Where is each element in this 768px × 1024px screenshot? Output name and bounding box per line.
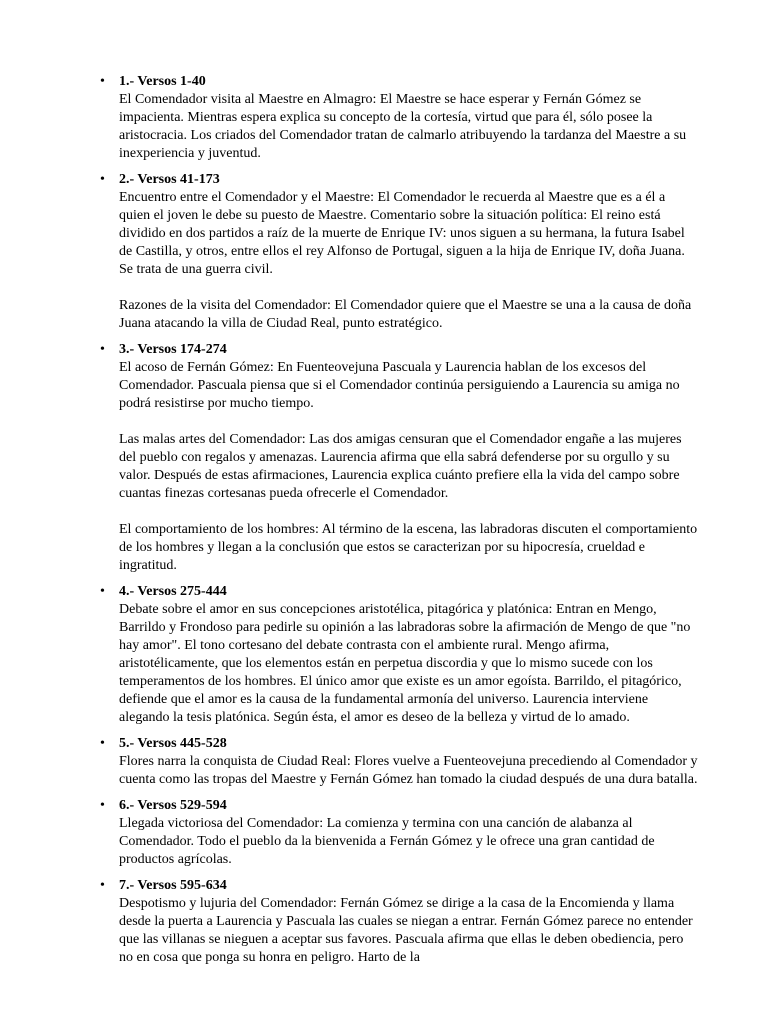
section-paragraph: Llegada victoriosa del Comendador: La comienza y termina con una canción de alabanza al Comendador. Todo el pueblo da la bienvenida a Fernán Gómez y le ofrece una gran cantidad de productos agrícolas. xyxy=(119,816,655,867)
section-item xyxy=(0,341,768,575)
section-body xyxy=(119,601,699,727)
section-title: 5.- Versos 445-528 xyxy=(119,736,227,751)
bullet-icon: • xyxy=(100,74,105,89)
section-item xyxy=(0,877,768,967)
section-title: 7.- Versos 595-634 xyxy=(119,878,227,893)
section-paragraph: El Comendador visita al Maestre en Almagro: El Maestre se hace esperar y Fernán Gómez se impacienta. Mientras espera explica su concepto de la cortesía, virtud que para él, sólo posee la aristocracia. Los criados del Comendador tratan de calmarlo atribuyendo la tardanza del Maestre a su inexperiencia y juventud. xyxy=(119,92,687,161)
section-body xyxy=(119,753,699,789)
section-paragraph: El comportamiento de los hombres: Al término de la escena, las labradoras discuten el comportamiento de los hombres y llegan a la conclusión que estos se caracterizan por su hipocresía, crueldad e ingratitud. xyxy=(119,522,698,573)
section-body xyxy=(119,895,699,967)
section-title: 4.- Versos 275-444 xyxy=(119,584,227,599)
section-paragraph: Despotismo y lujuria del Comendador: Fernán Gómez se dirige a la casa de la Encomienda y llama desde la puerta a Laurencia y Pascuala las cuales se niegan a entrar. Fernán Gómez parece no entender que las villanas se nieguen a aceptar sus favores. Pascuala afirma que ellas le deben obediencia, pero no en cosa que ponga su honra en peligro. Harto de la xyxy=(119,896,693,965)
section-body xyxy=(119,189,699,333)
section-item xyxy=(0,583,768,727)
section-paragraph: Encuentro entre el Comendador y el Maestre: El Comendador le recuerda al Maestre que es a él a quien el joven le debe su puesto de Maestre. Comentario sobre la situación política: El reino está dividido en dos partidos a raíz de la muerte de Enrique IV: unos siguen a su hermana, la futura Isabel de Castilla, y otros, entre ellos el rey Alfonso de Portugal, siguen a la hija de Enrique IV, doña Juana. Se trata de una guerra civil. xyxy=(119,190,685,277)
section-body xyxy=(119,359,699,575)
bullet-icon: • xyxy=(100,736,105,751)
bullet-icon: • xyxy=(100,878,105,893)
section-paragraph: El acoso de Fernán Gómez: En Fuenteovejuna Pascuala y Laurencia hablan de los excesos del Comendador. Pascuala piensa que si el Comendador continúa persiguiendo a Laurencia su amiga no podrá resistirse por mucho tiempo. xyxy=(119,360,680,411)
section-paragraph: Razones de la visita del Comendador: El Comendador quiere que el Maestre se una a la causa de doña Juana atacando la villa de Ciudad Real, punto estratégico. xyxy=(119,298,692,331)
section-item xyxy=(0,171,768,333)
bullet-icon: • xyxy=(100,172,105,187)
bullet-icon: • xyxy=(100,342,105,357)
section-list xyxy=(0,73,768,975)
section-paragraph: Las malas artes del Comendador: Las dos amigas censuran que el Comendador engañe a las mujeres del pueblo con regalos y amenazas. Laurencia afirma que ella sabrá defenderse por su orgullo y su valor. Después de estas afirmaciones, Laurencia explica cuánto prefiere ella la vida del campo sobre cuantas finezas cortesanas pueda ofrecerle el Comendador. xyxy=(119,432,682,501)
section-paragraph: Flores narra la conquista de Ciudad Real: Flores vuelve a Fuenteovejuna precediendo al Comendador y cuenta como las tropas del Maestre y Fernán Gómez han tomado la ciudad después de una dura batalla. xyxy=(119,754,698,787)
bullet-icon: • xyxy=(100,798,105,813)
section-body xyxy=(119,91,699,163)
section-title: 1.- Versos 1-40 xyxy=(119,74,206,89)
section-item xyxy=(0,735,768,789)
section-title: 2.- Versos 41-173 xyxy=(119,172,220,187)
bullet-icon: • xyxy=(100,584,105,599)
section-title: 3.- Versos 174-274 xyxy=(119,342,227,357)
section-body xyxy=(119,815,699,869)
section-title: 6.- Versos 529-594 xyxy=(119,798,227,813)
section-item xyxy=(0,73,768,163)
section-item xyxy=(0,797,768,869)
section-paragraph: Debate sobre el amor en sus concepciones aristotélica, pitagórica y platónica: Entran en Mengo, Barrildo y Frondoso para pedirle su opinión a las labradoras sobre la afirmación de Mengo de que "no hay amor". El tono cortesano del debate contrasta con el ambiente rural. Mengo afirma, aristotélicamente, que los elementos están en perpetua discordia y que lo mismo sucede con los temperamentos de los hombres. El único amor que existe es un amor egoísta. Barrildo, el pitagórico, defiende que el amor es la causa de la fundamental armonía del universo. Laurencia interviene alegando la tesis platónica. Según ésta, el amor es deseo de la belleza y virtud de lo amado. xyxy=(119,602,691,725)
